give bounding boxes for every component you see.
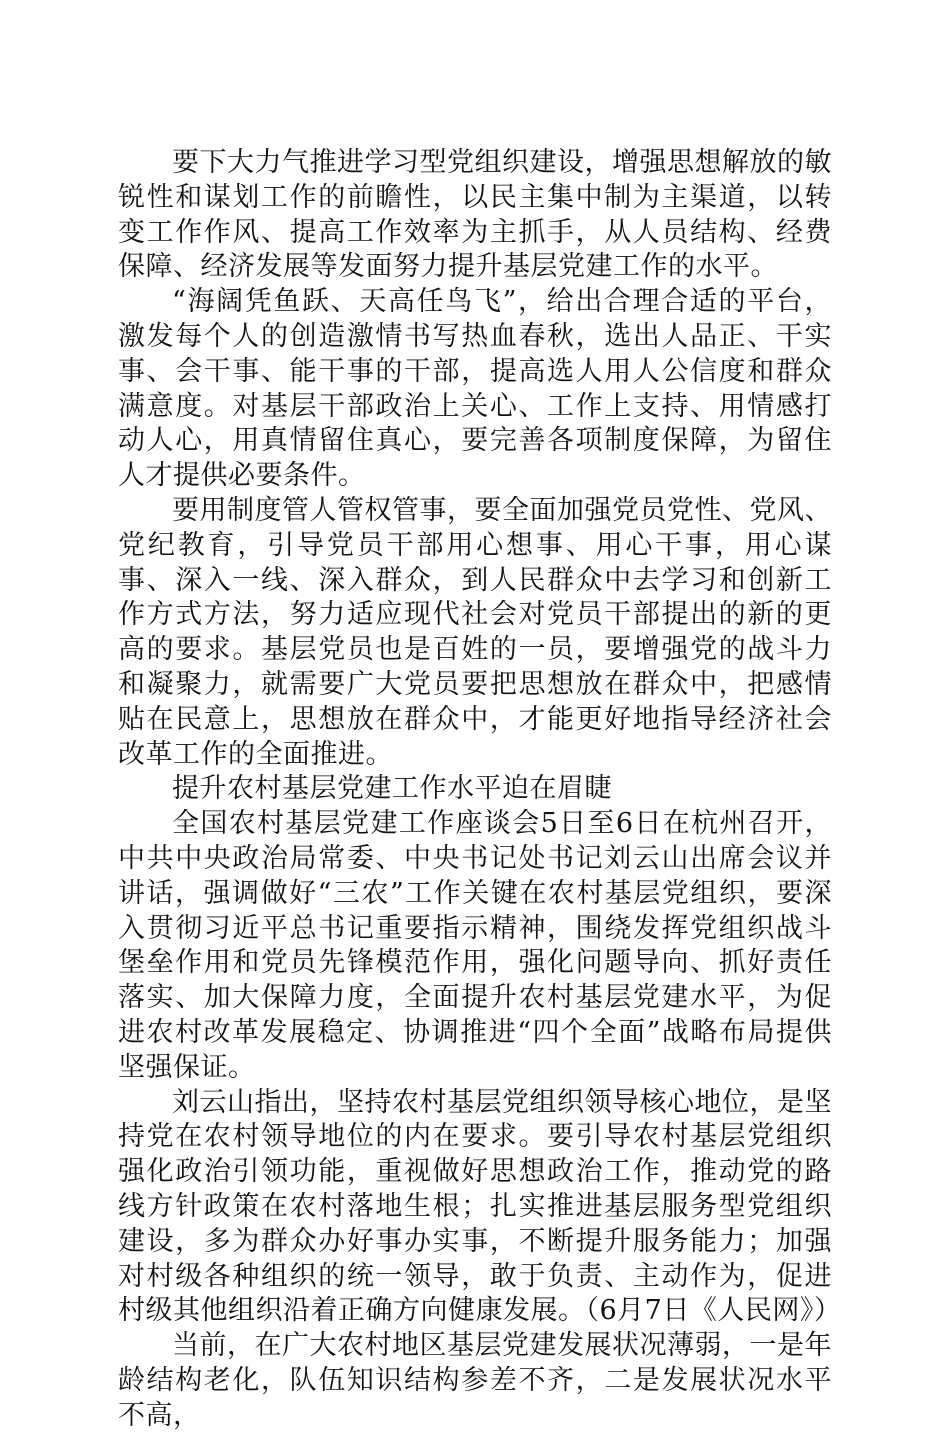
paragraph-1: 要下大力气推进学习型党组织建设，增强思想解放的敏锐性和谋划工作的前瞻性，以民主集中制为主渠道，以转变工作作风、提高工作效率为主抓手，从人员结构、经费保障、经济发展等发面努力提升基层党建工作的水平。 (118, 147, 832, 283)
paragraph-4: 全国农村基层党建工作座谈会5日至6日在杭州召开，中共中央政治局常委、中央书记处书记刘云山出席会议并讲话，强调做好“三农”工作关键在农村基层党组织，要深入贯彻习近平总书记重要指示精神，围绕发挥党组织战斗堡垒作用和党员先锋模范作用，强化问题导向、抓好责任落实、加大保障力度，全面提升农村基层党建水平，为促进农村改革发展稳定、协调推进“四个全面”战略布局提供坚强保证。 (118, 808, 832, 1083)
document-body (118, 146, 842, 1433)
paragraph-6: 当前，在广大农村地区基层党建发展状况薄弱，一是年龄结构老化，队伍知识结构参差不齐，二是发展状况水平不高， (118, 1330, 832, 1431)
paragraph-5: 刘云山指出，坚持农村基层党组织领导核心地位，是坚持党在农村领导地位的内在要求。要引导农村基层党组织强化政治引领功能，重视做好思想政治工作，推动党的路线方针政策在农村落地生根；扎实推进基层服务型党组织建设，多为群众办好事办实事，不断提升服务能力；加强对村级各种组织的统一领导，敢于负责、主动作为，促进村级其他组织沿着正确方向健康发展。（6月7日《人民网》） (118, 1086, 842, 1327)
paragraph-2: “海阔凭鱼跃、天高任鸟飞”，给出合理合适的平台，激发每个人的创造激情书写热血春秋，选出人品正、干实事、会干事、能干事的干部，提高选人用人公信度和群众满意度。对基层干部政治上关心、工作上支持、用情感打动人心，用真情留住真心，要完善各项制度保障，为留住人才提供必要条件。 (118, 286, 832, 492)
section-heading: 提升农村基层党建工作水平迫在眉睫 (172, 773, 612, 805)
paragraph-3: 要用制度管人管权管事，要全面加强党员党性、党风、党纪教育，引导党员干部用心想事、用心干事，用心谋事、深入一线、深入群众，到人民群众中去学习和创新工作方式方法，努力适应现代社会对党员干部提出的新的更高的要求。基层党员也是百姓的一员，要增强党的战斗力和凝聚力，就需要广大党员要把思想放在群众中，把感情贴在民意上，思想放在群众中，才能更好地指导经济社会改革工作的全面推进。 (118, 494, 832, 770)
